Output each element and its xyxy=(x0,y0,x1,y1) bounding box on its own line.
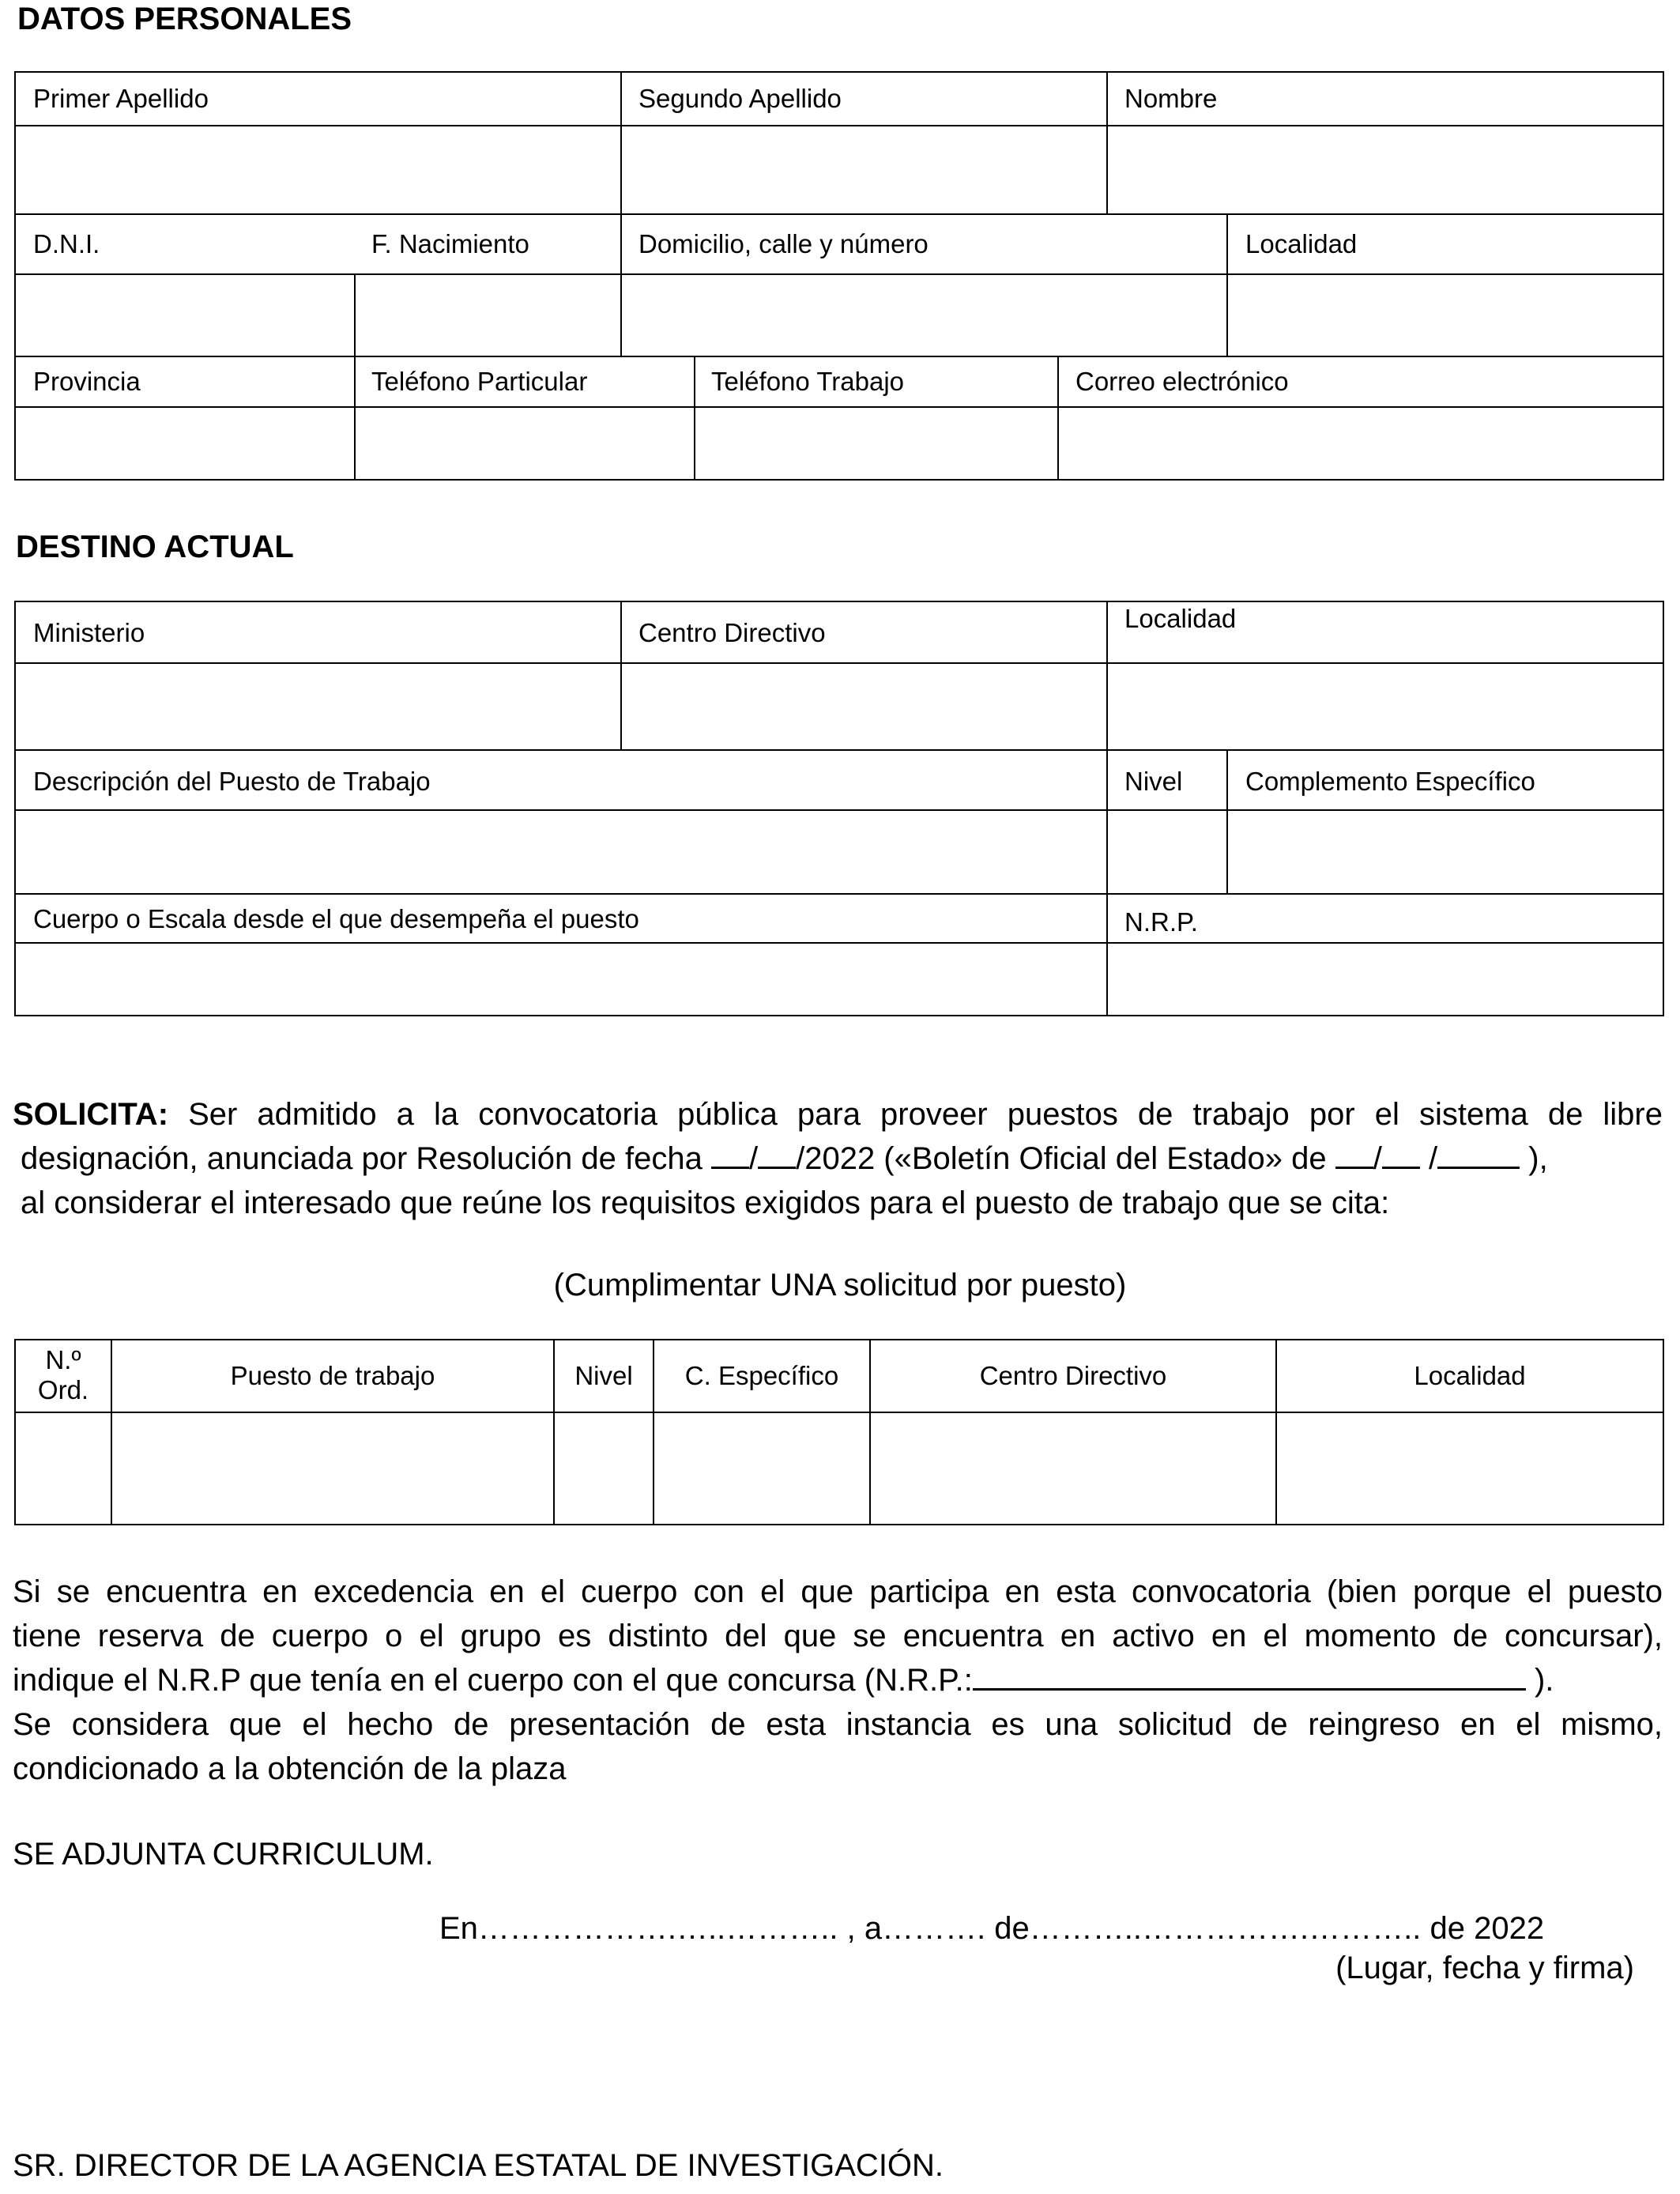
cell-nivel[interactable] xyxy=(555,1413,651,1524)
excedencia-text-3b: ). xyxy=(1534,1663,1554,1698)
field-telefono-particular[interactable] xyxy=(356,408,692,479)
solicita-text-2a: designación, anunciada por Resolución de fecha xyxy=(21,1141,703,1176)
field-f-nacimiento[interactable] xyxy=(356,275,619,354)
field-nombre[interactable] xyxy=(1108,126,1663,212)
field-segundo-apellido[interactable] xyxy=(622,126,1105,212)
solicita-line-3: al considerar el interesado que reúne los requisitos exigidos para el puesto de trabajo que se cita: xyxy=(21,1186,1390,1220)
label-complemento: Complemento Específico xyxy=(1245,767,1535,796)
adjunta-curriculum: SE ADJUNTA CURRICULUM. xyxy=(13,1837,434,1872)
excedencia-line-4: Se considera que el hecho de presentación de esta instancia es una solicitud de reingreso en el mismo, xyxy=(13,1707,1663,1742)
col-header-num-ord: N.º Ord. xyxy=(37,1345,89,1404)
label-primer-apellido: Primer Apellido xyxy=(33,84,209,113)
label-destino-localidad: Localidad xyxy=(1124,604,1237,633)
col-header-localidad: Localidad xyxy=(1414,1361,1526,1390)
cell-num-ord[interactable] xyxy=(16,1413,109,1524)
label-centro-directivo: Centro Directivo xyxy=(638,618,826,647)
field-telefono-trabajo[interactable] xyxy=(695,408,1056,479)
label-segundo-apellido: Segundo Apellido xyxy=(638,84,842,113)
destinatario: SR. DIRECTOR DE LA AGENCIA ESTATAL DE INVESTIGACIÓN. xyxy=(13,2148,944,2183)
label-nrp: N.R.P. xyxy=(1124,907,1198,937)
field-domicilio[interactable] xyxy=(622,275,1225,354)
slash: / xyxy=(1429,1141,1438,1176)
firma-line: En……………….…..……….. , a………. de………..…………….……….. de 2022 xyxy=(439,1911,1545,1946)
slash: / xyxy=(1373,1141,1382,1176)
excedencia-line-2: tiene reserva de cuerpo o el grupo es distinto del que se encuentra en activo en el momento de concursar), xyxy=(13,1619,1663,1653)
label-telefono-trabajo: Teléfono Trabajo xyxy=(711,367,905,396)
label-telefono-particular: Teléfono Particular xyxy=(371,367,588,396)
label-descripcion-puesto: Descripción del Puesto de Trabajo xyxy=(33,767,431,796)
field-correo[interactable] xyxy=(1059,408,1663,479)
excedencia-line-5: condicionado a la obtención de la plaza xyxy=(13,1751,567,1786)
label-nivel: Nivel xyxy=(1124,767,1183,796)
solicita-text-1: Ser admitido a la convocatoria pública para proveer puestos de trabajo por el sistema de libre xyxy=(188,1097,1663,1132)
cell-localidad[interactable] xyxy=(1277,1413,1663,1524)
field-dni[interactable] xyxy=(16,275,352,354)
field-complemento[interactable] xyxy=(1228,811,1663,892)
solicita-line-1 xyxy=(13,1092,1663,1137)
col-header-puesto: Puesto de trabajo xyxy=(230,1361,435,1390)
field-ministerio[interactable] xyxy=(16,664,619,748)
field-localidad[interactable] xyxy=(1228,275,1663,354)
field-cuerpo-escala[interactable] xyxy=(16,944,1105,1015)
label-provincia: Provincia xyxy=(33,367,141,396)
cell-c-especifico[interactable] xyxy=(654,1413,868,1524)
label-cuerpo-escala: Cuerpo o Escala desde el que desempeña el puesto xyxy=(33,904,639,933)
cell-puesto[interactable] xyxy=(112,1413,552,1524)
excedencia-text-3a: indique el N.R.P que tenía en el cuerpo con el que concursa (N.R.P.: xyxy=(13,1663,973,1698)
label-localidad: Localidad xyxy=(1245,229,1358,258)
col-header-centro-directivo: Centro Directivo xyxy=(979,1361,1167,1390)
solicita-text-2f: ), xyxy=(1528,1141,1548,1176)
blank-boe-day[interactable] xyxy=(1335,1140,1373,1169)
label-domicilio: Domicilio, calle y número xyxy=(638,229,929,258)
solicita-text-2c: /2022 («Boletín Oficial del Estado» de xyxy=(796,1141,1327,1176)
field-descripcion-puesto[interactable] xyxy=(16,811,1105,892)
firma-caption: (Lugar, fecha y firma) xyxy=(1335,1951,1634,1985)
cell-centro-directivo[interactable] xyxy=(871,1413,1274,1524)
blank-res-month[interactable] xyxy=(758,1140,796,1169)
label-f-nacimiento: F. Nacimiento xyxy=(371,229,529,258)
slash: / xyxy=(748,1141,759,1176)
solicita-note: (Cumplimentar UNA solicitud por puesto) xyxy=(553,1268,1127,1302)
field-nivel[interactable] xyxy=(1108,811,1225,892)
excedencia-line-1: Si se encuentra en excedencia en el cuerpo con el que participa en esta convocatoria (bien porque el puesto xyxy=(13,1574,1663,1609)
blank-boe-month[interactable] xyxy=(1382,1140,1420,1169)
label-ministerio: Ministerio xyxy=(33,618,145,647)
col-header-nivel: Nivel xyxy=(574,1361,633,1390)
field-primer-apellido[interactable] xyxy=(16,126,619,212)
solicita-label: SOLICITA: xyxy=(13,1097,169,1132)
field-destino-localidad[interactable] xyxy=(1108,664,1663,748)
label-nombre: Nombre xyxy=(1124,84,1218,113)
field-provincia[interactable] xyxy=(16,408,352,479)
blank-boe-year[interactable] xyxy=(1437,1140,1520,1169)
field-centro-directivo[interactable] xyxy=(622,664,1105,748)
section-title-destino: DESTINO ACTUAL xyxy=(16,530,294,564)
section-title-personal: DATOS PERSONALES xyxy=(17,2,352,36)
field-nrp[interactable] xyxy=(1108,944,1663,1015)
label-dni: D.N.I. xyxy=(33,229,100,258)
blank-nrp[interactable] xyxy=(973,1661,1526,1691)
excedencia-line-3 xyxy=(13,1658,1664,1702)
solicita-line-2 xyxy=(21,1137,1664,1181)
col-header-c-especifico: C. Específico xyxy=(684,1361,839,1390)
label-correo: Correo electrónico xyxy=(1075,367,1289,396)
blank-res-day[interactable] xyxy=(711,1140,749,1169)
